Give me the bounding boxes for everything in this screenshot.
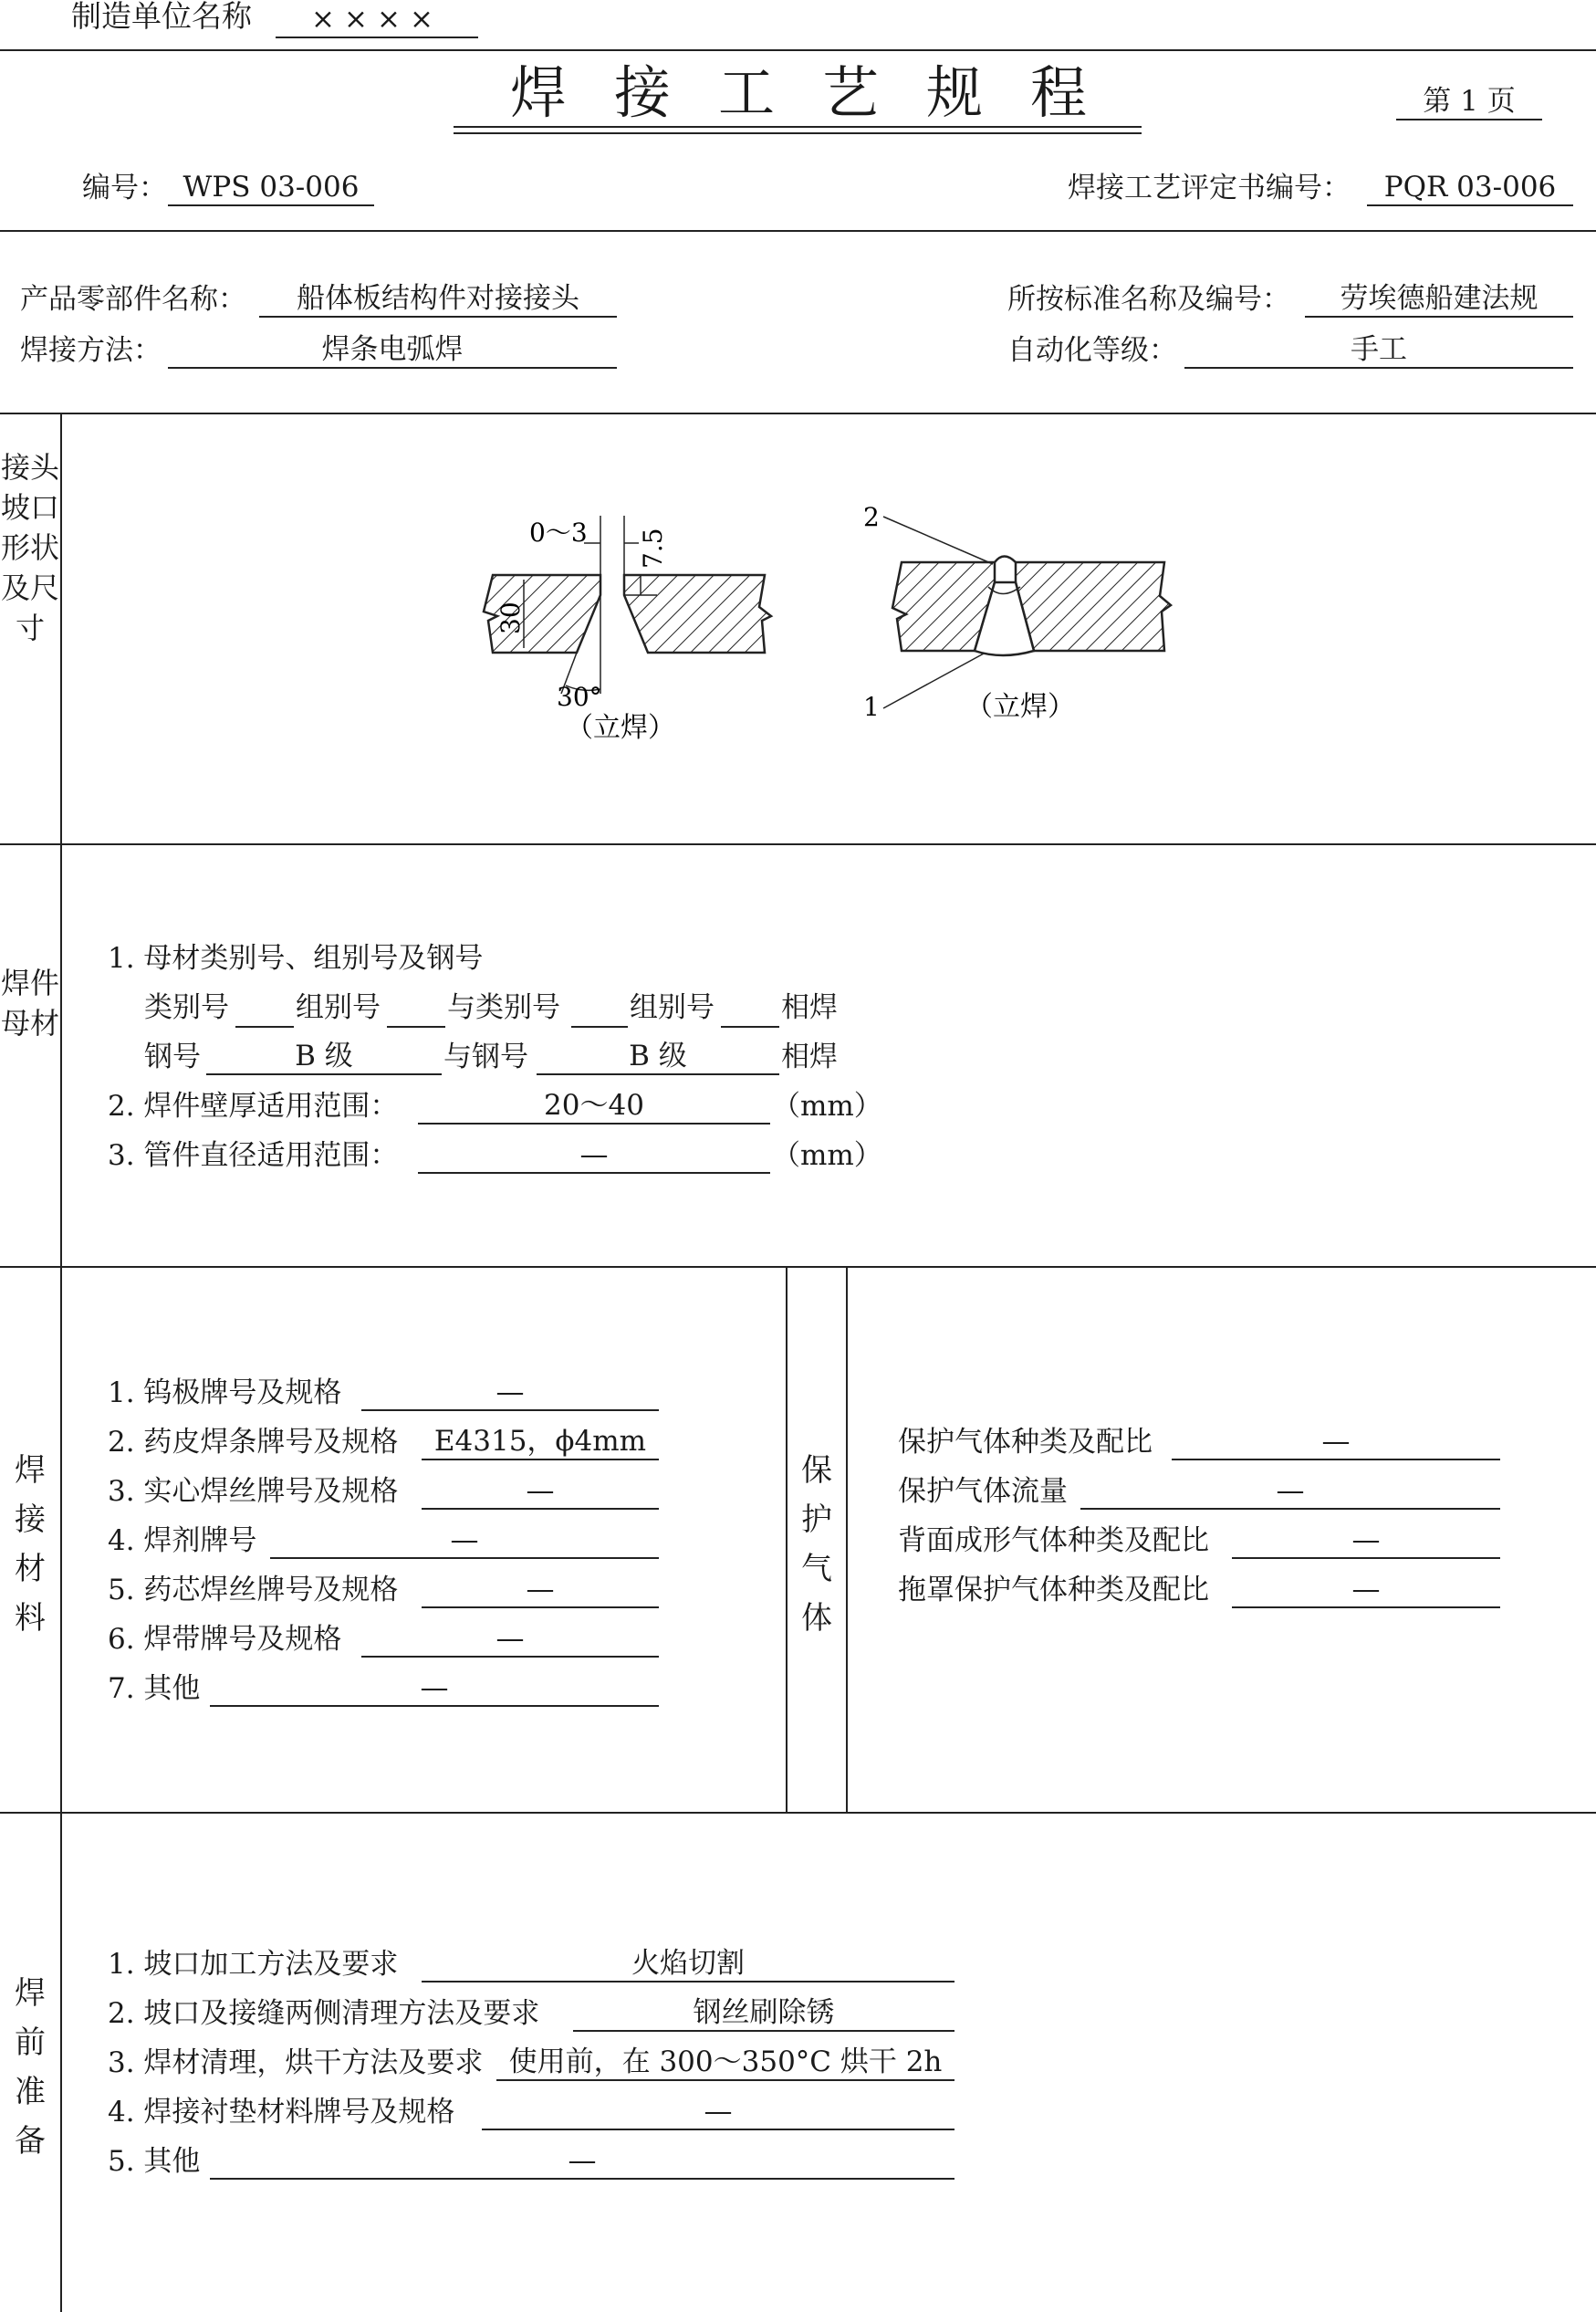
diameter-range-value: —: [418, 1137, 770, 1174]
with-category-blank: [571, 991, 628, 1028]
with-group-label: 组别号: [630, 991, 715, 1024]
consumable-value: —: [270, 1522, 659, 1559]
left-caption: （立焊）: [566, 712, 675, 744]
row-divider-2: [0, 1266, 1596, 1268]
prep-value: 火焰切割: [422, 1946, 954, 1982]
prep-value: 钢丝刷除锈: [573, 1995, 954, 2032]
page-title: 焊接工艺规程: [509, 59, 1134, 126]
consumable-value: —: [210, 1670, 659, 1707]
page-number: 第 1 页: [1396, 84, 1542, 120]
angle-dimension: 30°: [557, 682, 602, 712]
consumable-label: 2. 药皮焊条牌号及规格: [108, 1426, 399, 1459]
right-caption: （立焊）: [965, 691, 1075, 723]
consumable-label: 3. 实心焊丝牌号及规格: [108, 1475, 399, 1508]
section-consumables: 焊接材料: [15, 1452, 46, 1637]
header-rule: [0, 230, 1596, 232]
wps-value: WPS 03-006: [168, 170, 374, 206]
weld-cap: [995, 557, 1016, 563]
steel-grade-value: B 级: [206, 1039, 442, 1075]
group-label: 组别号: [296, 991, 381, 1024]
maker-value: ××××: [276, 2, 478, 38]
gas-label: 保护气体种类及配比: [898, 1426, 1153, 1459]
consumable-label: 6. 焊带牌号及规格: [108, 1623, 342, 1656]
prep-value: —: [482, 2094, 954, 2130]
gas-value: —: [1172, 1424, 1500, 1460]
label-column-border: [60, 413, 62, 2312]
top-rule: [0, 49, 1596, 51]
title-underline-2: [454, 132, 1142, 134]
prep-label: 1. 坡口加工方法及要求: [108, 1948, 399, 1981]
prep-label: 4. 焊接衬垫材料牌号及规格: [108, 2096, 455, 2129]
right-plate-welded: [1016, 562, 1171, 651]
std-value: 劳埃德船建法规: [1305, 281, 1573, 318]
section-shield-gas: 保护气体: [801, 1452, 832, 1637]
callout-1: 1: [863, 692, 880, 722]
gas-value: —: [1080, 1473, 1500, 1510]
auto-value: 手工: [1184, 332, 1573, 369]
thickness-dimension: 30: [495, 602, 526, 634]
joint-groove-figure: [475, 507, 776, 748]
root-dimension: 7.5: [638, 528, 668, 569]
diameter-range-label: 3. 管件直径适用范围：: [108, 1139, 399, 1172]
consumable-label: 5. 药芯焊丝牌号及规格: [108, 1574, 399, 1606]
thickness-unit: （mm）: [772, 1090, 882, 1123]
consumable-label: 4. 焊剂牌号: [108, 1524, 257, 1557]
auto-label: 自动化等级：: [1007, 334, 1177, 367]
method-label: 焊接方法：: [20, 334, 162, 367]
thickness-range-value: 20～40: [418, 1088, 770, 1125]
gas-label: 背面成形气体种类及配比: [898, 1524, 1209, 1557]
gas-value: —: [1232, 1522, 1500, 1559]
consumable-value: —: [361, 1375, 659, 1411]
std-label: 所按标准名称及编号：: [1007, 283, 1290, 316]
with-steel-label: 与钢号: [443, 1041, 528, 1073]
gap-dimension: 0～3: [529, 518, 588, 548]
group-blank: [387, 991, 445, 1028]
consumable-label: 7. 其他: [108, 1672, 201, 1705]
steel-grade-label: 钢号: [144, 1041, 201, 1073]
consumable-value: —: [422, 1473, 659, 1510]
prep-label: 3. 焊材清理，烘干方法及要求: [108, 2046, 484, 2079]
consumable-value: —: [361, 1621, 659, 1658]
section-joint: 接头坡口形状及尺寸: [0, 450, 59, 645]
row-divider-1: [0, 843, 1596, 845]
consumable-label: 1. 钨极牌号及规格: [108, 1376, 342, 1409]
category-blank: [235, 991, 294, 1028]
gas-value: —: [1232, 1572, 1500, 1608]
base-item-1: 1. 母材类别号、组别号及钢号: [108, 942, 484, 975]
consumable-value: E4315，ϕ4mm: [422, 1424, 659, 1460]
part-value: 船体板结构件对接接头: [259, 281, 617, 318]
consumable-value: —: [422, 1572, 659, 1608]
category-label: 类别号: [144, 991, 229, 1024]
pqr-label: 焊接工艺评定书编号：: [1068, 172, 1351, 204]
row-divider-3: [0, 1812, 1596, 1814]
prep-value: 使用前，在 300～350°C 烘干 2h: [496, 2045, 954, 2081]
method-value: 焊条电弧焊: [168, 332, 617, 369]
with-group-blank: [721, 991, 779, 1028]
gas-label: 保护气体流量: [898, 1475, 1068, 1508]
gas-label: 拖罩保护气体种类及配比: [898, 1574, 1209, 1606]
weld-bead-figure: [856, 500, 1184, 742]
pqr-value: PQR 03-006: [1367, 170, 1573, 206]
weld-with-label-2: 相焊: [781, 1041, 838, 1073]
wps-label: 编号：: [82, 172, 167, 204]
prep-value: —: [210, 2143, 954, 2180]
title-underline-1: [454, 126, 1142, 128]
right-plate: [624, 575, 771, 653]
with-steel-value: B 级: [537, 1039, 779, 1075]
weld-with-label-1: 相焊: [781, 991, 838, 1024]
table-top: [0, 413, 1596, 414]
thickness-range-label: 2. 焊件壁厚适用范围：: [108, 1090, 399, 1123]
prep-label: 5. 其他: [108, 2145, 201, 2178]
section-base-metal: 焊件母材: [0, 966, 59, 1041]
prep-label: 2. 坡口及接缝两侧清理方法及要求: [108, 1997, 540, 2030]
callout-2: 2: [863, 502, 880, 532]
section-pre-weld: 焊前准备: [15, 1975, 46, 2160]
diameter-unit: （mm）: [772, 1139, 882, 1172]
maker-label: 制造单位名称: [71, 0, 252, 34]
with-category-label: 与类别号: [447, 991, 560, 1024]
part-label: 产品零部件名称：: [20, 283, 246, 316]
